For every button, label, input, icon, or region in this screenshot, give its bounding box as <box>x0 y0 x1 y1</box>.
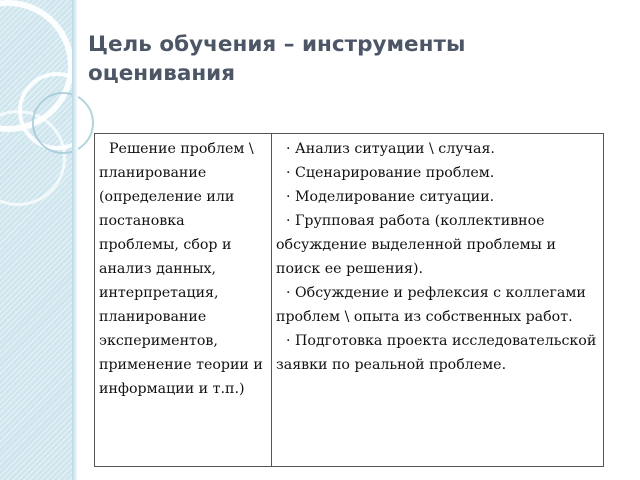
list-item <box>276 185 599 209</box>
bullet-icon: · <box>286 165 291 181</box>
list-item-text: Моделирование ситуации. <box>295 189 495 205</box>
decorative-band-edge <box>72 0 78 480</box>
decorative-ring <box>32 92 94 154</box>
left-cell-text: Решение проблем \ планирование (определение или постановка проблемы, сбор и анализ данных, интерпретация, планирование экспериментов, применение теории и информации и т.п.) <box>99 141 263 397</box>
list-item-text: Групповая работа (коллективное обсуждение выделенной проблемы и поиск ее решения). <box>276 213 556 277</box>
table-row <box>95 134 604 467</box>
cell-indent <box>99 141 109 157</box>
list-item <box>276 209 599 281</box>
bullet-icon: · <box>286 333 291 349</box>
table-cell-right <box>272 134 604 467</box>
list-item-text: Подготовка проекта исследовательской заявки по реальной проблеме. <box>276 333 597 373</box>
list-item <box>276 281 599 329</box>
slide-title: Цель обучения – инструменты оценивания <box>88 32 466 86</box>
content-table <box>94 133 604 467</box>
list-item <box>276 329 599 377</box>
bullet-icon: · <box>286 213 291 229</box>
table-cell-left <box>95 134 272 467</box>
decorative-side-band <box>0 0 72 480</box>
bullet-icon: · <box>286 141 291 157</box>
list-item-text: Анализ ситуации \ случая. <box>295 141 495 157</box>
list-item-text: Обсуждение и рефлексия с коллегами проблем \ опыта из собственных работ. <box>276 285 586 325</box>
list-item-text: Сценарирование проблем. <box>295 165 495 181</box>
list-item <box>276 137 599 161</box>
bullet-icon: · <box>286 189 291 205</box>
bullet-icon: · <box>286 285 291 301</box>
list-item <box>276 161 599 185</box>
